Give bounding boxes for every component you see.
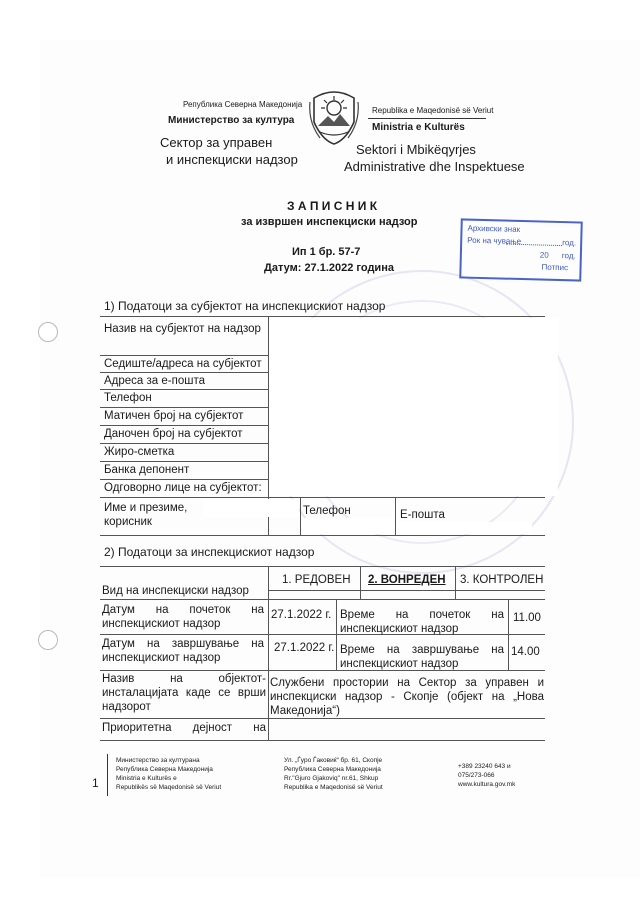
label-end-date-1: Датум на завршување на xyxy=(102,638,264,650)
document-title: З А П И С Н И К xyxy=(287,199,378,213)
label-start-time-1: Време на почеток на xyxy=(340,609,504,621)
row-tax-number: Даночен број на субјектот xyxy=(104,428,243,440)
row-subject-name: Назив на субјектот на надзор xyxy=(104,323,261,335)
inspection-type-regular: 1. РЕДОВЕН xyxy=(282,574,351,586)
label-object-3: надзорот xyxy=(102,701,151,713)
row-registry-number: Матичен број на субјектот xyxy=(104,410,244,422)
header-left-ministry: Министерство за култура xyxy=(168,115,295,126)
row-bank-account: Жиро-сметка xyxy=(104,446,175,458)
redacted-subject-data xyxy=(270,318,558,496)
label-end-time-1: Време на завршување на xyxy=(340,644,504,656)
label-object-1: Назив на објектот- xyxy=(102,673,266,685)
page-number: 1 xyxy=(92,776,99,790)
footer-ministry: Министерство за културана Република Северна Македонија Ministria e Kulturës e Republikës së Maqedonisë së Veriut xyxy=(116,757,222,791)
inspection-type-extraordinary: 2. ВОНРЕДЕН xyxy=(368,574,446,586)
footer-address: Ул. „Ѓуро Ѓаковиќ“ бр. 61, Скопје Република Северна Македонија Rr."Gjuro Gjakoviq" nr.61, Shkup Republika e Maqedonisë së Veriut xyxy=(284,757,383,791)
archive-stamp: Архивски знак Рок на чување год. 20 год. Потпис xyxy=(459,218,583,281)
footer-contact: +389 23240 643 и 075/273-066 www.kultura.gov.mk xyxy=(458,763,516,788)
label-user: корисник xyxy=(104,516,152,528)
header-right-ministry: Ministria e Kulturës xyxy=(372,122,465,133)
row-subject-address: Седиште/адреса на субјектот xyxy=(104,358,262,370)
label-object-2: инсталацијата каде се врши xyxy=(102,687,266,699)
row-phone: Телефон xyxy=(104,392,152,404)
label-contact-email: Е-пошта xyxy=(400,509,445,521)
label-inspection-type: Вид на инспекциски надзор xyxy=(102,585,249,597)
section1-heading: 1) Податоци за субјектот на инспекцискиот надзор xyxy=(104,299,386,313)
redacted-person-email xyxy=(396,522,532,534)
stamp-archive-label: Архивски знак xyxy=(467,223,521,234)
stamp-year-prefix: 20 xyxy=(539,250,549,260)
header-right-country: Republika e Maqedonisë së Veriut xyxy=(372,106,494,115)
row-email: Адреса за е-пошта xyxy=(104,375,205,387)
label-priority-activity: Приоритетна дејност на xyxy=(102,722,266,734)
header-right-sector-2: Administrative dhe Inspektuese xyxy=(344,159,525,174)
redacted-person-name xyxy=(203,499,299,517)
header-left-country: Република Северна Македонија xyxy=(183,100,303,109)
label-start-date-2: инспекцискиот надзор xyxy=(102,618,221,630)
redacted-person-phone xyxy=(302,518,394,534)
header-left-sector-2: и инспекциски надзор xyxy=(166,152,298,167)
document-date: Датум: 27.1.2022 година xyxy=(264,262,394,274)
label-name-surname: Име и презиме, xyxy=(104,502,188,514)
label-end-date-2: инспекцискиот надзор xyxy=(102,652,221,664)
document-number: Ип 1 бр. 57-7 xyxy=(292,246,361,258)
stamp-signature-label: Потпис xyxy=(541,262,569,273)
label-contact-phone: Телефон xyxy=(303,505,351,517)
header-left-sector-1: Сектор за управен xyxy=(160,135,273,150)
inspection-type-control: 3. КОНТРОЛЕН xyxy=(460,574,544,586)
stamp-retention-label: Рок на чување xyxy=(467,235,522,247)
value-start-date: 27.1.2022 г. xyxy=(271,609,332,621)
value-object-2: инспекциски надзор - Скопје (објект на „Нова xyxy=(270,691,544,703)
label-start-date-1: Датум на почеток на xyxy=(102,604,264,616)
punch-hole-top xyxy=(38,322,58,342)
value-start-time: 11.00 xyxy=(513,612,541,624)
value-end-date: 27.1.2022 г. xyxy=(274,642,335,654)
value-end-time: 14.00 xyxy=(511,646,540,658)
punch-hole-bottom xyxy=(38,630,58,650)
value-object-3: Македонија“) xyxy=(270,705,340,717)
value-object-1: Службени простории на Сектор за управен и xyxy=(270,677,544,689)
coat-of-arms-emblem xyxy=(306,88,362,146)
row-depository-bank: Банка депонент xyxy=(104,464,190,476)
label-end-time-2: инспекцискиот надзор xyxy=(340,658,459,670)
header-right-sector-1: Sektori i Mbikëqyrjes xyxy=(356,142,476,157)
row-responsible-person: Одговорно лице на субјектот: xyxy=(104,482,262,494)
label-start-time-2: инспекцискиот надзор xyxy=(340,623,459,635)
document-subtitle: за извршен инспекциски надзор xyxy=(241,216,418,228)
section2-heading: 2) Податоци за инспекцискиот надзор xyxy=(104,545,315,559)
